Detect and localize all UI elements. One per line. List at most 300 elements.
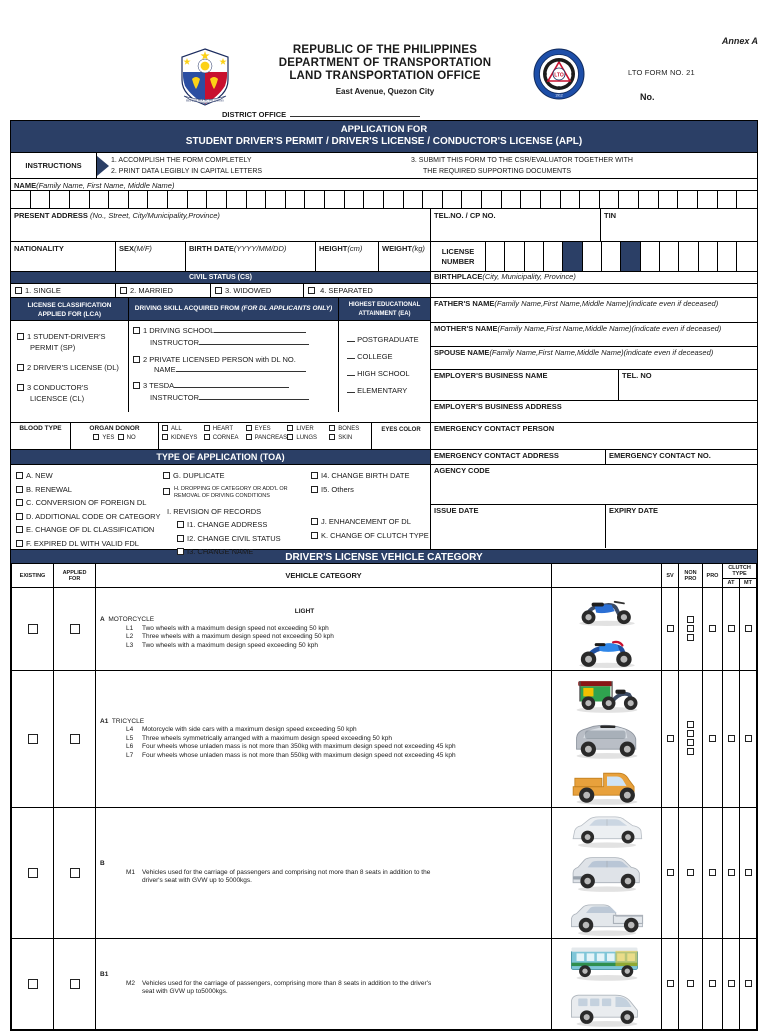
name-char-box[interactable] [50, 191, 70, 208]
checkbox-drivers-license[interactable] [17, 364, 24, 371]
name-char-box[interactable] [404, 191, 424, 208]
organ-option-bones[interactable] [329, 425, 371, 432]
license-number-char-box[interactable] [699, 242, 718, 271]
name-char-box[interactable] [659, 191, 679, 208]
checkbox-applied-A1[interactable] [70, 734, 80, 744]
cell-pro[interactable] [703, 588, 723, 671]
form-title-bar [11, 121, 757, 152]
checkbox-organ-liver[interactable] [287, 425, 293, 431]
vehicle-code-name: A MOTORCYCLE [100, 616, 155, 624]
checkbox-organ-heart[interactable] [204, 425, 210, 431]
present-address-cell[interactable]: PRESENT ADDRESS (No., Street, City/Municipality,Province) [11, 209, 431, 241]
cell-applied-for[interactable] [54, 588, 96, 671]
employer-tel-cell[interactable]: TEL. NO [622, 371, 652, 380]
organ-label: EYES [254, 426, 271, 432]
district-office-input[interactable] [290, 108, 420, 117]
checkbox-sv-A1[interactable] [667, 735, 674, 742]
cell-clutch-mt[interactable] [740, 671, 757, 808]
name-char-box[interactable] [325, 191, 345, 208]
organ-option-pancreas[interactable] [246, 434, 288, 441]
donor-emergency-row [11, 422, 757, 449]
organ-option-cornea[interactable] [204, 434, 246, 441]
name-char-box[interactable] [718, 191, 738, 208]
checkbox-toa-e[interactable] [16, 526, 23, 533]
cell-non-pro[interactable] [679, 939, 703, 1030]
name-char-box[interactable] [305, 191, 325, 208]
cell-sv[interactable] [662, 808, 679, 939]
philippine-coat-of-arms-seal [176, 46, 234, 108]
cell-pro[interactable] [703, 671, 723, 808]
lca-option-sp[interactable]: 1 STUDENT-DRIVER'S PERMIT (SP) [17, 331, 128, 353]
license-number-char-box[interactable] [486, 242, 505, 271]
education-header: HIGHEST EDUCATIONAL ATTAINMENT (EA) [348, 302, 421, 317]
classification-headers [11, 298, 430, 320]
toa-others[interactable]: I5. Others [311, 483, 429, 497]
checkbox-widowed[interactable] [215, 287, 222, 294]
cell-clutch-mt[interactable] [740, 808, 757, 939]
checkbox-nonpro-B-1[interactable] [687, 869, 694, 876]
eyes-color-cell[interactable]: EYES COLOR [381, 427, 421, 433]
organ-label: LUNGS [296, 435, 318, 441]
checkbox-donor-no[interactable] [118, 434, 124, 440]
education-elementary[interactable]: ELEMENTARY [347, 382, 430, 399]
driving-skill-private[interactable]: 2 PRIVATE LICENSED PERSON with DL NO. [133, 354, 334, 366]
district-office-label: DISTRICT OFFICE [222, 110, 287, 119]
name-char-box[interactable] [286, 191, 306, 208]
checkbox-existing-B[interactable] [28, 868, 38, 878]
weight-cell[interactable]: WEIGHT(kg) [379, 242, 431, 271]
checkbox-toa-b[interactable] [16, 486, 23, 493]
spouse-name-cell[interactable]: SPOUSE NAME(Family Name,First Name,Middle Name)(indicate even if deceased) [431, 347, 757, 370]
cell-clutch-mt[interactable] [740, 939, 757, 1030]
name-char-box[interactable] [482, 191, 502, 208]
driving-skill-school[interactable]: 1 DRIVING SCHOOL [133, 325, 334, 337]
name-char-box[interactable] [90, 191, 110, 208]
license-number-char-box[interactable] [583, 242, 602, 271]
employer-name-cell[interactable]: EMPLOYER'S BUSINESS NAME [431, 370, 619, 400]
checkbox-i1[interactable] [177, 521, 184, 528]
organ-label: CORNEA [212, 435, 239, 441]
toa-revision-label: I3. CHANGE NAME [187, 547, 254, 556]
checkbox-toa-d[interactable] [16, 513, 23, 520]
driving-school-instructor-input[interactable] [199, 337, 309, 345]
license-number-char-box[interactable] [544, 242, 563, 271]
checkbox-pro-A1[interactable] [709, 735, 716, 742]
checkbox-nonpro-B1-1[interactable] [687, 980, 694, 987]
employer-address-cell[interactable]: EMPLOYER'S BUSINESS ADDRESS [434, 402, 562, 411]
private-person-name-input[interactable] [176, 364, 306, 372]
toa-option-label: B. RENEWAL [26, 484, 72, 494]
sedan-image [557, 808, 657, 850]
birthplace-input[interactable] [431, 284, 757, 297]
col-existing: EXISTING [12, 564, 54, 588]
license-number-char-box[interactable] [505, 242, 524, 271]
toa-clutch-change[interactable]: K. CHANGE OF CLUTCH TYPE [311, 529, 429, 543]
birthdate-cell[interactable]: BIRTH DATE(YYYY/MM/DD) [186, 242, 316, 271]
checkbox-toa-c[interactable] [16, 499, 23, 506]
table-row [12, 671, 757, 808]
checkbox-duplicate[interactable] [163, 472, 170, 479]
cell-clutch-at[interactable] [723, 939, 740, 1030]
name-char-box[interactable] [698, 191, 718, 208]
license-number-char-box[interactable] [563, 242, 582, 271]
checkbox-mt-B1[interactable] [745, 980, 752, 987]
lto-form-number: LTO FORM NO. 21 [628, 68, 695, 77]
checkbox-pro-A[interactable] [709, 625, 716, 632]
mothers-name-cell[interactable]: MOTHER'S NAME(Family Name,First Name,Middle Name)(indicate even if deceased) [431, 323, 757, 347]
nationality-cell[interactable]: NATIONALITY [11, 242, 116, 271]
checkbox-applied-A[interactable] [70, 624, 80, 634]
svg-text:REPUBLIKA NG PILIPINAS: REPUBLIKA NG PILIPINAS [186, 98, 224, 103]
organ-option-kidneys[interactable] [162, 434, 204, 441]
tesda-instructor: INSTRUCTOR [133, 392, 334, 404]
name-character-boxes[interactable] [11, 190, 757, 208]
checkbox-nonpro-A-2[interactable] [687, 625, 694, 632]
organ-option-eyes[interactable] [246, 425, 288, 432]
checkbox-nonpro-A1-2[interactable] [687, 730, 694, 737]
name-char-box[interactable] [561, 191, 581, 208]
height-cell[interactable]: HEIGHT(cm) [316, 242, 379, 271]
checkbox-conductors-license[interactable] [17, 384, 24, 391]
civil-status-separated[interactable]: 4. SEPARATED [304, 284, 430, 297]
checkbox-nonpro-A-1[interactable] [687, 616, 694, 623]
instruction-item-3b: THE REQUIRED SUPPORTING DOCUMENTS [423, 168, 572, 175]
name-char-box[interactable] [109, 191, 129, 208]
table-row [12, 939, 757, 1030]
organ-label: HEART [212, 426, 234, 432]
issue-date-cell[interactable]: ISSUE DATE [431, 505, 606, 548]
checkbox-organ-eyes[interactable] [246, 425, 252, 431]
checkbox-pro-B1[interactable] [709, 980, 716, 987]
civil-status-married[interactable]: 2. MARRIED [116, 284, 211, 297]
checkbox-existing-A1[interactable] [28, 734, 38, 744]
cell-clutch-mt[interactable] [740, 588, 757, 671]
agency-title-block [250, 44, 520, 96]
expiry-date-cell[interactable]: EXPIRY DATE [609, 506, 659, 515]
telephone-cell[interactable]: TEL.NO. / CP NO. [431, 209, 601, 241]
cell-pro[interactable] [703, 808, 723, 939]
checkbox-at-A1[interactable] [728, 735, 735, 742]
name-char-box[interactable] [423, 191, 443, 208]
name-char-box[interactable] [600, 191, 620, 208]
table-row [12, 808, 757, 939]
emergency-no-cell[interactable]: EMERGENCY CONTACT NO. [609, 451, 711, 460]
name-char-box[interactable] [619, 191, 639, 208]
cell-vehicle-description [96, 808, 552, 939]
name-char-box[interactable] [737, 191, 757, 208]
name-char-box[interactable] [678, 191, 698, 208]
cell-vehicle-description [96, 588, 552, 671]
blank-elementary[interactable] [347, 392, 355, 393]
organ-option-liver[interactable] [287, 425, 329, 432]
fathers-name-cell[interactable]: FATHER'S NAME(Family Name,First Name,Middle Name)(indicate even if deceased) [431, 298, 757, 323]
name-char-box[interactable] [384, 191, 404, 208]
checkbox-driving-school[interactable] [133, 327, 140, 334]
checkbox-tesda[interactable] [133, 382, 140, 389]
checkbox-existing-B1[interactable] [28, 979, 38, 989]
cell-vehicle-description [96, 939, 552, 1030]
driving-school-instructor: INSTRUCTOR [133, 337, 334, 349]
name-char-box[interactable] [148, 191, 168, 208]
instruction-item-1: 1. ACCOMPLISH THE FORM COMPLETELY [111, 157, 252, 164]
col-sv: SV [662, 564, 679, 588]
tesda-input[interactable] [174, 380, 289, 388]
organ-option-skin[interactable] [329, 434, 371, 441]
driving-skill-tesda[interactable]: 3 TESDA [133, 380, 334, 392]
toa-revision-label: I2. CHANGE CIVIL STATUS [187, 533, 281, 543]
education-options [339, 321, 430, 412]
checkbox-applied-B[interactable] [70, 868, 80, 878]
instructions-col-1 [111, 155, 411, 178]
toa-option-c[interactable] [16, 496, 160, 510]
checkbox-pro-B[interactable] [709, 869, 716, 876]
checkbox-married[interactable] [120, 287, 127, 294]
name-char-box[interactable] [580, 191, 600, 208]
col-vehicle-images [552, 564, 662, 588]
license-number-boxes[interactable] [486, 242, 757, 271]
toa-enhancement[interactable]: J. ENHANCEMENT OF DL [311, 515, 429, 529]
name-char-box[interactable] [70, 191, 90, 208]
checkbox-change-clutch-type[interactable] [311, 532, 318, 539]
cell-clutch-at[interactable] [723, 671, 740, 808]
form-title-line1: APPLICATION FOR [340, 124, 428, 135]
education-postgraduate[interactable]: POSTGRADUATE [347, 331, 430, 348]
checkbox-organ-pancreas[interactable] [246, 434, 252, 440]
cell-clutch-at[interactable] [723, 808, 740, 939]
tesda-instructor-input[interactable] [199, 392, 309, 400]
driving-school-input[interactable] [214, 325, 306, 333]
demographics-row [11, 241, 757, 271]
toa-column-2 [163, 469, 293, 559]
birthplace-cell[interactable]: BIRTHPLACE(City, Municipality, Province) [434, 272, 576, 281]
license-number-char-box[interactable] [679, 242, 698, 271]
col-mt: MT [740, 579, 757, 588]
civil-status-widowed[interactable]: 3. WIDOWED [211, 284, 304, 297]
civil-status-single[interactable]: 1. SINGLE [11, 284, 116, 297]
vehicle-subline: driver's seat with GVW up to 5000kgs. [142, 877, 252, 885]
blank-college[interactable] [347, 358, 355, 359]
checkbox-separated[interactable] [308, 287, 315, 294]
cell-non-pro[interactable] [679, 808, 703, 939]
organ-list-row-2 [162, 434, 371, 441]
name-char-box[interactable] [502, 191, 522, 208]
name-char-box[interactable] [521, 191, 541, 208]
sex-cell[interactable]: SEX(M/F) [116, 242, 186, 271]
toa-dropping[interactable]: H. DROPPING OF CATEGORY OR ADD'L OR REMOVAL OF DRIVING CONDITIONS [163, 483, 293, 500]
name-char-box[interactable] [639, 191, 659, 208]
license-number-char-box[interactable] [660, 242, 679, 271]
checkbox-toa-f[interactable] [16, 540, 23, 547]
name-char-box[interactable] [168, 191, 188, 208]
toa-duplicate[interactable]: G. DUPLICATE [163, 469, 293, 483]
organ-option-all[interactable] [162, 425, 204, 432]
cell-sv[interactable] [662, 671, 679, 808]
toa-option-label: D. ADDITIONAL CODE OR CATEGORY [26, 511, 161, 521]
vehicle-code-name: B1 [100, 971, 109, 979]
cell-existing[interactable] [12, 588, 54, 671]
cell-existing[interactable] [12, 671, 54, 808]
toa-revision-i1[interactable] [177, 518, 293, 532]
private-person-name: NAME [133, 364, 334, 376]
application-form [10, 120, 758, 1031]
toa-option-a[interactable] [16, 469, 160, 483]
toa-option-f[interactable] [16, 537, 160, 551]
checkbox-change-birth-date[interactable] [311, 472, 318, 479]
cell-non-pro[interactable] [679, 671, 703, 808]
toa-revision-i3[interactable] [177, 545, 293, 559]
checkbox-enhancement-dl[interactable] [311, 518, 318, 525]
emergency-address-cell[interactable]: EMERGENCY CONTACT ADDRESS [431, 450, 606, 464]
office-line: LAND TRANSPORTATION OFFICE [289, 70, 481, 82]
checkbox-sv-A[interactable] [667, 625, 674, 632]
name-char-box[interactable] [364, 191, 384, 208]
microcar-image [557, 717, 657, 761]
cell-existing[interactable] [12, 808, 54, 939]
organ-donor-yesno: YES NO [71, 434, 158, 441]
vehicle-table-header-row [12, 564, 757, 579]
toa-body-row [11, 464, 757, 556]
emergency-person-cell[interactable]: EMERGENCY CONTACT PERSON [434, 424, 555, 433]
cell-pro[interactable] [703, 939, 723, 1030]
pickup-image [557, 896, 657, 938]
organ-list [159, 423, 372, 449]
toa-change-birthdate[interactable]: I4. CHANGE BIRTH DATE [311, 469, 429, 483]
checkbox-at-A[interactable] [728, 625, 735, 632]
organ-option-lungs[interactable] [287, 434, 329, 441]
employer-row [431, 370, 757, 401]
checkbox-nonpro-A-3[interactable] [687, 634, 694, 641]
agency-dates-block [431, 465, 757, 549]
name-char-box[interactable] [247, 191, 267, 208]
license-number-char-box[interactable] [718, 242, 737, 271]
checkbox-at-B[interactable] [728, 869, 735, 876]
license-number-char-box[interactable] [737, 242, 756, 271]
cell-vehicle-images [552, 939, 662, 1030]
civil-status-header: CIVIL STATUS (CS) [11, 272, 431, 283]
table-row [12, 588, 757, 671]
name-char-box[interactable] [345, 191, 365, 208]
vehicle-subline: L5 Three wheels symmetrically arranged with a maximum design speed exceeding 50 kph [126, 734, 393, 742]
license-number-label-cell: LICENSE NUMBER [431, 242, 486, 271]
cell-existing[interactable] [12, 939, 54, 1030]
cell-applied-for[interactable] [54, 808, 96, 939]
name-char-box[interactable] [31, 191, 51, 208]
cell-clutch-at[interactable] [723, 588, 740, 671]
light-class-label: LIGHT [294, 607, 315, 615]
toa-column-1 [16, 469, 160, 550]
checkbox-nonpro-A1-1[interactable] [687, 721, 694, 728]
civil-status-options [11, 284, 431, 297]
license-number-char-box[interactable] [525, 242, 544, 271]
checkbox-organ-kidneys[interactable] [162, 434, 168, 440]
vehicle-subline: L2 Three wheels with a maximum design speed not exceeding 50 kph [126, 633, 334, 641]
checkbox-existing-A[interactable] [28, 624, 38, 634]
blank-highschool[interactable] [347, 375, 355, 376]
toa-option-e[interactable] [16, 523, 160, 537]
blank-postgraduate[interactable] [347, 341, 355, 342]
blood-type-cell[interactable]: BLOOD TYPE [11, 423, 71, 449]
checkbox-donor-yes[interactable] [93, 434, 99, 440]
organ-option-heart[interactable] [204, 425, 246, 432]
cell-sv[interactable] [662, 939, 679, 1030]
checkbox-i3[interactable] [177, 548, 184, 555]
checkbox-nonpro-A1-4[interactable] [687, 748, 694, 755]
minitruck-image [557, 763, 657, 807]
name-char-box[interactable] [11, 191, 31, 208]
checkbox-applied-B1[interactable] [70, 979, 80, 989]
checkbox-organ-cornea[interactable] [204, 434, 210, 440]
lca-header: LICENSE CLASSIFICATION APPLIED FOR (LCA) [11, 298, 129, 320]
toa-options [11, 465, 431, 556]
toa-option-b[interactable] [16, 483, 160, 497]
organ-donor-cell: ORGAN DONOR YES NO [71, 423, 159, 449]
form-header [0, 42, 768, 120]
checkbox-sv-B1[interactable] [667, 980, 674, 987]
lca-options [11, 321, 129, 412]
checkbox-organ-all[interactable] [162, 425, 168, 431]
cell-applied-for[interactable] [54, 671, 96, 808]
checkbox-nonpro-A1-3[interactable] [687, 739, 694, 746]
name-char-box[interactable] [462, 191, 482, 208]
checkbox-mt-A1[interactable] [745, 735, 752, 742]
checkbox-student-permit[interactable] [17, 333, 24, 340]
cell-sv[interactable] [662, 588, 679, 671]
checkbox-private-licensed-person[interactable] [133, 356, 140, 363]
education-highschool[interactable]: HIGH SCHOOL [347, 365, 430, 382]
cell-applied-for[interactable] [54, 939, 96, 1030]
name-char-box[interactable] [266, 191, 286, 208]
name-char-box[interactable] [129, 191, 149, 208]
checkbox-organ-skin[interactable] [329, 434, 335, 440]
checkbox-dropping-category[interactable] [163, 488, 170, 495]
checkbox-mt-B[interactable] [745, 869, 752, 876]
col-pro: PRO [703, 564, 723, 588]
tin-cell[interactable]: TIN [604, 211, 617, 220]
checkbox-single[interactable] [15, 287, 22, 294]
civil-status-options-row [11, 283, 757, 297]
license-number-char-box[interactable] [641, 242, 660, 271]
vehicle-subline: L1 Two wheels with a maximum design speed not exceeding 50 kph [126, 624, 329, 632]
checkbox-mt-A[interactable] [745, 625, 752, 632]
license-number-char-box[interactable] [602, 242, 621, 271]
vehicle-code-name: A1 TRICYCLE [100, 717, 145, 725]
checkbox-organ-bones[interactable] [329, 425, 335, 431]
lca-option-dl[interactable]: 2 DRIVER'S LICENSE (DL) [17, 362, 128, 373]
toa-revision-i2[interactable] [177, 532, 293, 546]
name-char-box[interactable] [443, 191, 463, 208]
checkbox-i2[interactable] [177, 535, 184, 542]
jeepney-image [557, 939, 657, 983]
checkbox-sv-B[interactable] [667, 869, 674, 876]
checkbox-others[interactable] [311, 486, 318, 493]
name-char-box[interactable] [541, 191, 561, 208]
lca-option-cl[interactable]: 3 CONDUCTOR'S LICENSCE (CL) [17, 382, 128, 404]
classification-family-row [11, 297, 757, 422]
education-college[interactable]: COLLEGE [347, 348, 430, 365]
agency-code-cell[interactable]: AGENCY CODE [431, 465, 757, 505]
organ-label: PANCREAS [254, 435, 288, 441]
checkbox-organ-lungs[interactable] [287, 434, 293, 440]
cell-non-pro[interactable] [679, 588, 703, 671]
name-char-box[interactable] [188, 191, 208, 208]
name-char-box[interactable] [227, 191, 247, 208]
toa-option-d[interactable] [16, 510, 160, 524]
checkbox-at-B1[interactable] [728, 980, 735, 987]
name-char-box[interactable] [207, 191, 227, 208]
license-number-char-box[interactable] [621, 242, 640, 271]
checkbox-toa-a[interactable] [16, 472, 23, 479]
classification-body [11, 320, 430, 412]
